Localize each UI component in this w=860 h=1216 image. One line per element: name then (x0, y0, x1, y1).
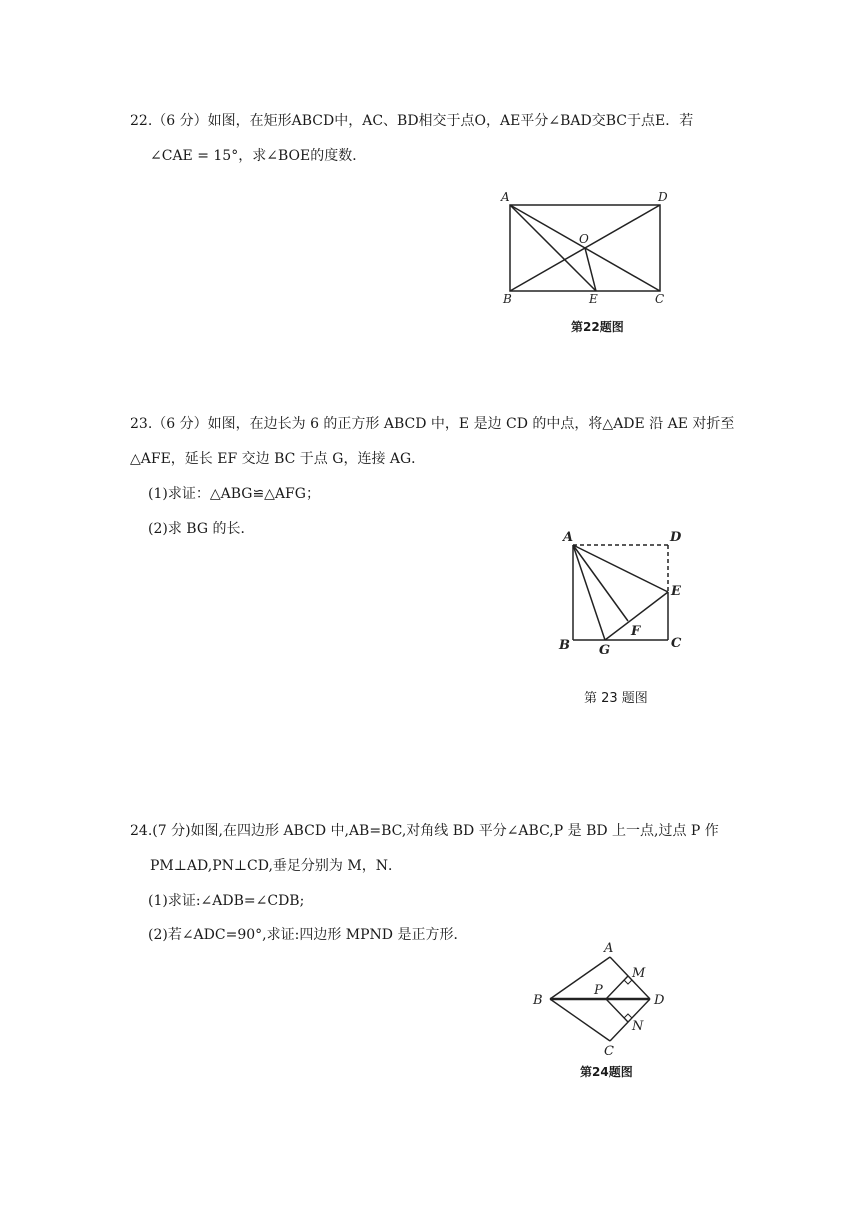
q22-text-line2: ∠CAE = 15°，求∠BOE的度数． (150, 148, 367, 164)
q23-part1: (1)求证：△ABG≌△AFG； (148, 486, 320, 502)
q24-part2: (2)若∠ADC=90°,求证:四边形 MPND 是正方形． (148, 927, 468, 943)
q23-text-line2: △AFE，延长 EF 交边 BC 于点 G，连接 AG． (130, 451, 426, 467)
q22-caption: 第22题图 (571, 320, 624, 334)
q24-segment-pn (606, 999, 628, 1022)
q23-label-c: C (671, 636, 682, 651)
q24-label-b: B (533, 993, 543, 1008)
q24-part1: (1)求证:∠ADB=∠CDB; (148, 893, 305, 909)
q24-label-n: N (632, 1019, 644, 1034)
q22-figure (495, 185, 680, 310)
q22-label-d: D (658, 190, 668, 204)
q22-label-c: C (655, 292, 665, 306)
q24-label-d: D (654, 993, 665, 1008)
q24-right-angle-n (624, 1014, 632, 1018)
q24-text-line1: 24.(7 分)如图,在四边形 ABCD 中,AB=BC,对角线 BD 平分∠ABC,P 是 BD 上一点,过点 P 作 (130, 823, 719, 839)
q22-label-a: A (501, 190, 510, 204)
q23-part2: (2)求 BG 的长． (148, 521, 255, 537)
q22-label-e: E (589, 292, 598, 306)
q24-side-cd (610, 999, 650, 1041)
q23-segment-af (573, 545, 628, 621)
q23-label-g: G (599, 643, 611, 658)
q23-label-d: D (670, 530, 682, 545)
q23-label-f: F (631, 624, 641, 639)
q24-text-line2: PM⊥AD,PN⊥CD,垂足分别为 M，N． (150, 858, 402, 874)
q23-segment-ae (573, 545, 668, 592)
q24-label-c: C (604, 1044, 614, 1059)
q22-label-b: B (503, 292, 512, 306)
q24-right-angle-m (624, 980, 632, 984)
q24-segment-pm (606, 976, 628, 999)
q24-label-m: M (632, 966, 646, 981)
q24-label-p: P (594, 983, 603, 998)
q24-side-bc (550, 999, 610, 1041)
q22-segment-ae (510, 205, 596, 291)
q23-label-e: E (671, 584, 681, 599)
q23-caption: 第 23 题图 (584, 691, 648, 706)
q23-label-a: A (563, 530, 574, 545)
q23-label-b: B (559, 638, 570, 653)
q23-text-line1: 23.（6 分）如图，在边长为 6 的正方形 ABCD 中，E 是边 CD 的中点，将△ADE 沿 AE 对折至 (130, 416, 735, 432)
q23-figure (553, 525, 693, 660)
q24-label-a: A (604, 941, 614, 956)
q24-caption: 第24题图 (580, 1065, 633, 1079)
q22-text-line1: 22.（6 分）如图，在矩形ABCD中，AC、BD相交于点O，AE平分∠BAD交BC于点E．若 (130, 113, 694, 129)
q22-label-o: O (579, 232, 589, 246)
q24-figure (530, 937, 680, 1062)
